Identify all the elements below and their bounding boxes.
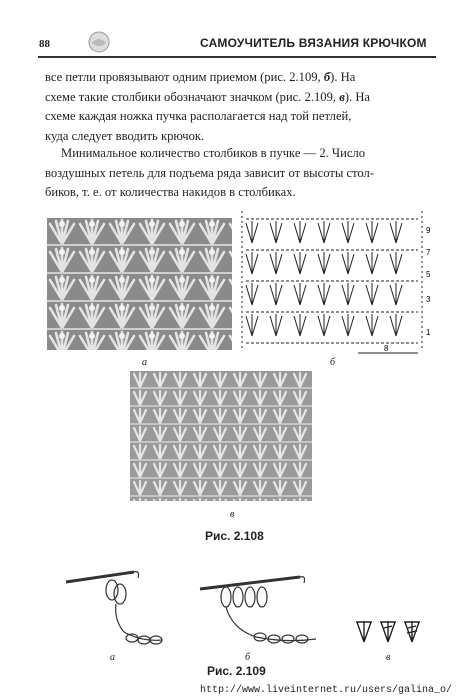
book-logo-icon bbox=[88, 31, 110, 53]
paragraph-2 bbox=[45, 144, 430, 203]
fig-108-label-a: а bbox=[142, 357, 147, 368]
page-number: 88 bbox=[39, 38, 50, 50]
text-line: куда следует вводить крючок. bbox=[45, 128, 205, 143]
row-number: 5 bbox=[426, 270, 431, 279]
fig-109-label-b: б bbox=[245, 652, 251, 663]
hook-drawing-b bbox=[196, 565, 331, 651]
row-number: 7 bbox=[426, 248, 431, 257]
crochet-chart-b bbox=[238, 207, 434, 359]
text-line: Минимальное количество столбиков в пучке — 2. Число bbox=[61, 146, 366, 160]
repeat-count: 8 bbox=[384, 344, 389, 353]
figure-109-caption: Рис. 2.109 bbox=[207, 664, 266, 678]
fig-108-label-c: в bbox=[230, 509, 235, 520]
row-number: 3 bbox=[426, 295, 431, 304]
row-number: 1 bbox=[426, 328, 431, 337]
text-line: схеме каждая ножка пучка располагается над той петлей, bbox=[45, 109, 352, 123]
figure-108-caption: Рис. 2.108 bbox=[205, 529, 264, 543]
header-rule bbox=[38, 56, 436, 58]
running-head: САМОУЧИТЕЛЬ ВЯЗАНИЯ КРЮЧКОМ bbox=[200, 36, 427, 50]
text-line: все петли провязывают одним приемом (рис. 2.109, б). На bbox=[45, 70, 356, 84]
row-number: 9 bbox=[426, 226, 431, 235]
puff-stitch-symbols-icon bbox=[352, 618, 424, 644]
text-line: воздушных петель для подъема ряда зависит от высоты стол- bbox=[45, 165, 375, 180]
fig-109-label-a: а bbox=[110, 652, 115, 663]
paragraph-1 bbox=[45, 68, 430, 146]
fig-109-label-c: в bbox=[386, 652, 391, 663]
crochet-photo-c bbox=[130, 371, 312, 501]
fig-108-label-b: б bbox=[330, 357, 336, 368]
watermark-url: http://www.liveinternet.ru/users/galina_o/ bbox=[200, 685, 453, 696]
text-line: схеме такие столбики обозначают значком (рис. 2.109, в). На bbox=[45, 89, 371, 104]
hook-drawing-a bbox=[62, 560, 182, 652]
crochet-photo-a bbox=[47, 218, 232, 350]
text-line: биков, т. е. от количества накидов в столбиках. bbox=[45, 185, 296, 199]
